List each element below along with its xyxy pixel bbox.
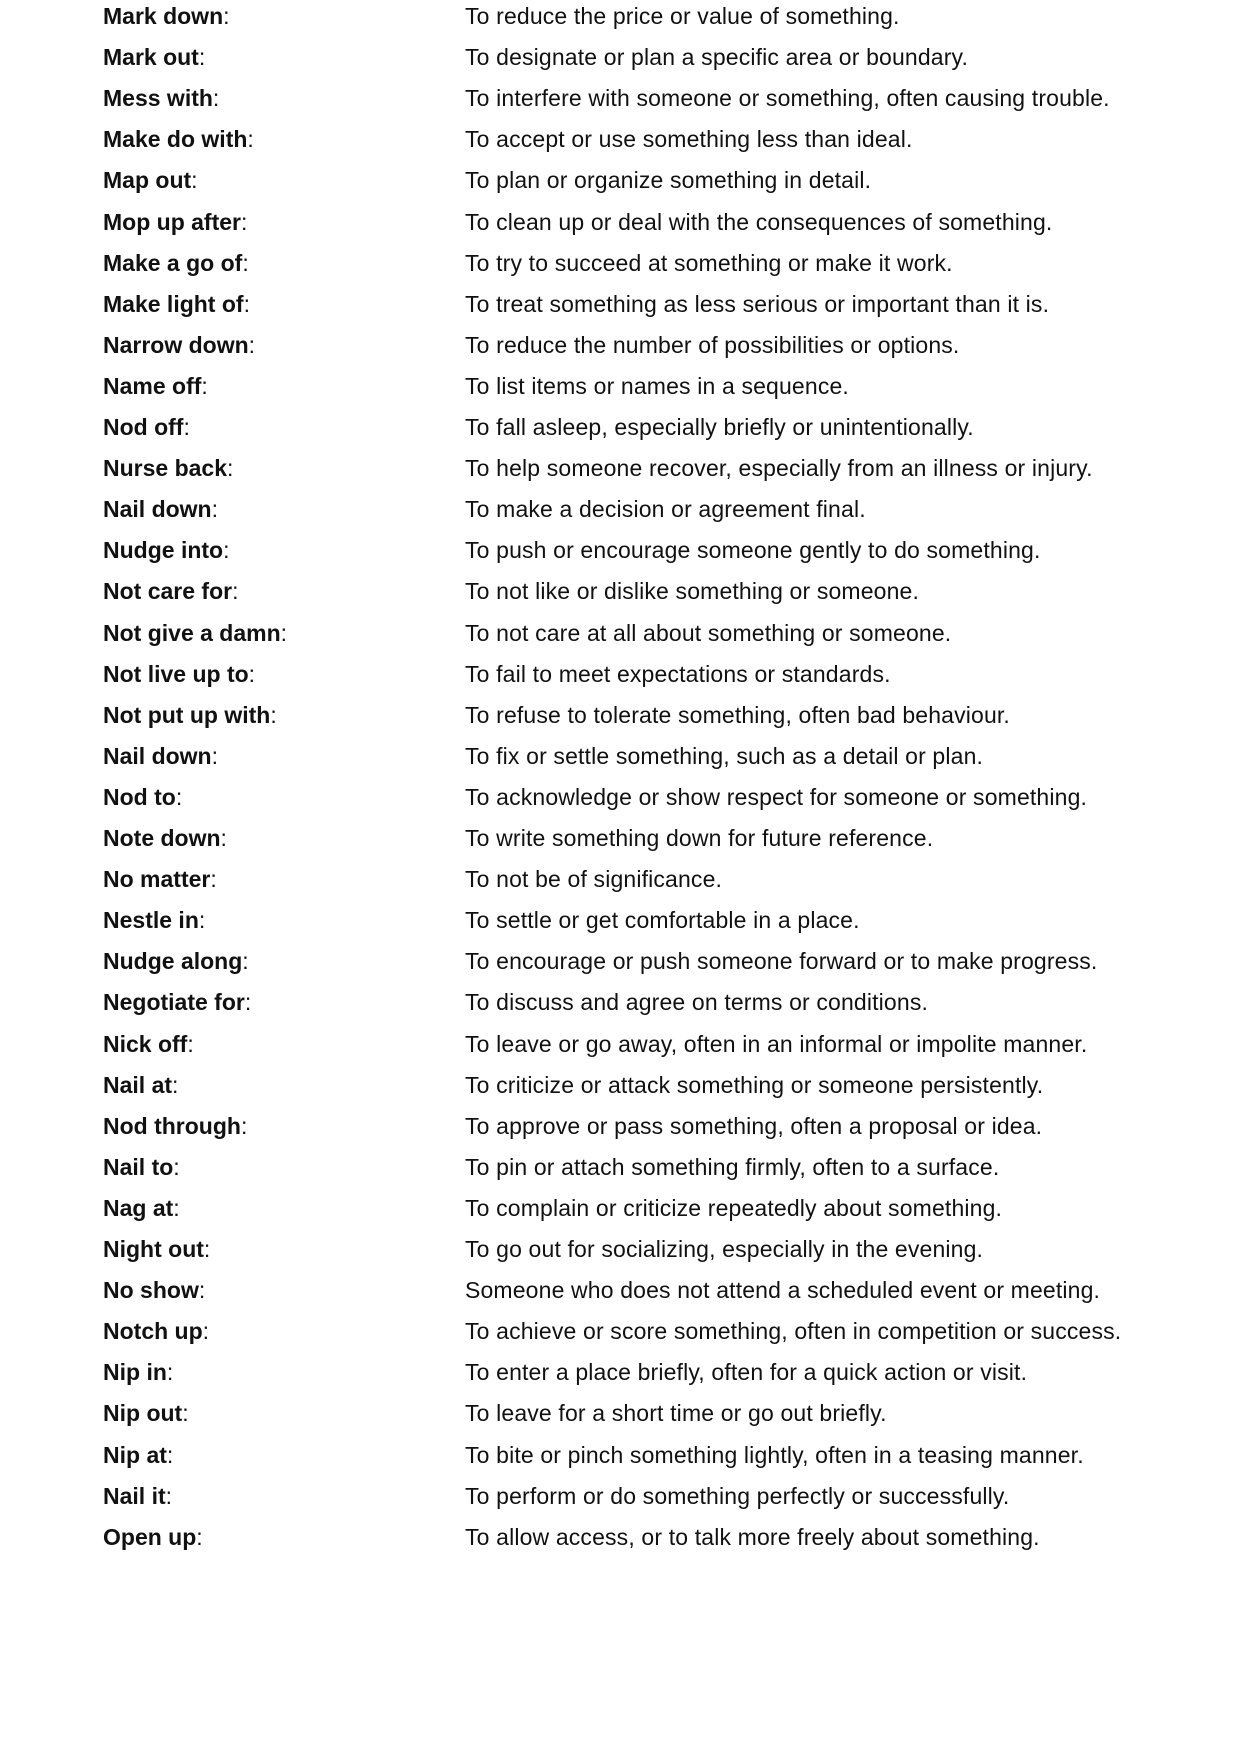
definition-text: To settle or get comfortable in a place. (465, 907, 860, 934)
list-item (0, 1028, 1241, 1069)
phrasal-verb-term (103, 288, 250, 320)
list-item (0, 1069, 1241, 1110)
definition-text: To not like or dislike something or someone. (465, 578, 920, 605)
definition-text: To achieve or score something, often in competition or success. (465, 1318, 1122, 1345)
phrasal-verb-term (103, 699, 277, 731)
term-text: Not care for (103, 578, 233, 605)
term-text: Nestle in (103, 907, 199, 934)
definition-text: To fall asleep, especially briefly or unintentionally. (465, 414, 974, 440)
term-colon: : (198, 44, 206, 71)
term-text: Map out (103, 167, 192, 194)
term-text: Nail it (103, 1482, 166, 1509)
term-text: Nip out (103, 1400, 183, 1427)
term-text: Not give a damn (103, 619, 281, 646)
phrasal-verb-term (103, 1028, 194, 1060)
list-item (0, 82, 1241, 123)
term-colon: : (270, 701, 277, 728)
phrasal-verb-term (103, 370, 208, 402)
term-text: Mop up after (103, 208, 241, 235)
list-item (0, 945, 1241, 986)
term-text: Nail down (103, 742, 212, 769)
term-colon: : (196, 1523, 203, 1550)
list-item (0, 206, 1241, 247)
term-text: Mess with (103, 85, 213, 112)
term-text: Nail at (103, 1071, 173, 1098)
list-item (0, 863, 1241, 904)
term-text: Name off (103, 372, 202, 399)
definition-text: To go out for socializing, especially in the evening. (465, 1236, 984, 1262)
term-text: Nail to (103, 1153, 174, 1180)
phrasal-verb-term (103, 986, 251, 1018)
definition-text: To push or encourage someone gently to do something. (465, 537, 1041, 564)
term-colon: : (211, 742, 219, 769)
list-item (0, 534, 1241, 575)
term-colon: : (183, 414, 190, 440)
list-item (0, 575, 1241, 616)
phrasal-verb-term (103, 493, 218, 525)
term-colon: : (212, 85, 220, 112)
phrasal-verb-term (103, 658, 255, 690)
definition-text: To complain or criticize repeatedly about something. (465, 1194, 1003, 1221)
definition-text: Someone who does not attend a scheduled event or meeting. (465, 1277, 1101, 1304)
list-item (0, 288, 1241, 329)
phrasal-verb-term (103, 945, 249, 977)
term-colon: : (210, 866, 217, 893)
list-item (0, 411, 1241, 452)
list-item (0, 822, 1241, 863)
term-colon: : (172, 1071, 179, 1098)
phrasal-verb-term (103, 82, 219, 114)
term-colon: : (227, 455, 234, 482)
term-text: Nip in (103, 1359, 167, 1386)
term-text: Make do with (103, 126, 248, 153)
term-colon: : (220, 825, 227, 851)
definition-text: To reduce the price or value of something. (465, 3, 900, 29)
phrasal-verb-term (103, 575, 238, 607)
list-item (0, 41, 1241, 82)
definition-text: To list items or names in a sequence. (465, 372, 849, 399)
list-item (0, 164, 1241, 205)
phrasal-verb-term (103, 863, 217, 895)
definition-text: To approve or pass something, often a proposal or idea. (465, 1112, 1043, 1139)
phrasal-verb-term (103, 534, 229, 566)
term-colon: : (198, 1277, 206, 1304)
term-colon: : (175, 783, 183, 810)
term-text: Make a go of (103, 249, 243, 276)
list-item (0, 617, 1241, 658)
definition-text: To allow access, or to talk more freely about something. (465, 1523, 1040, 1550)
term-colon: : (243, 290, 250, 317)
term-colon: : (244, 989, 252, 1016)
definition-text: To fail to meet expectations or standards. (465, 660, 891, 687)
term-colon: : (165, 1482, 173, 1509)
phrasal-verb-term (103, 1192, 180, 1224)
term-text: Not put up with (103, 701, 271, 728)
phrasal-verb-term (103, 1233, 210, 1265)
definition-text: To criticize or attack something or someone persistently. (465, 1071, 1044, 1098)
term-text: Nudge along (103, 948, 243, 975)
phrasal-verb-term (103, 329, 255, 361)
definition-text: To reduce the number of possibilities or options. (465, 331, 960, 358)
phrasal-verb-term (103, 41, 205, 73)
term-text: Nip at (103, 1441, 167, 1468)
term-text: No matter (103, 866, 211, 893)
definition-text: To designate or plan a specific area or boundary. (465, 44, 969, 71)
term-colon: : (187, 1030, 194, 1057)
list-item (0, 370, 1241, 411)
definition-text: To enter a place briefly, often for a quick action or visit. (465, 1359, 1028, 1386)
term-colon: : (248, 331, 256, 358)
term-colon: : (166, 1359, 174, 1386)
list-item (0, 1315, 1241, 1356)
list-item (0, 658, 1241, 699)
definition-text: To accept or use something less than ideal. (465, 126, 913, 153)
list-item (0, 329, 1241, 370)
definition-text: To bite or pinch something lightly, often in a teasing manner. (465, 1441, 1084, 1468)
term-colon: : (241, 208, 248, 235)
list-item (0, 904, 1241, 945)
phrasal-verb-term (103, 1480, 172, 1512)
term-text: Nail down (103, 496, 212, 523)
term-colon: : (166, 1441, 174, 1468)
term-colon: : (202, 1318, 210, 1345)
definition-text: To leave for a short time or go out briefly. (465, 1400, 887, 1427)
term-colon: : (201, 372, 208, 399)
term-text: Nudge into (103, 537, 224, 564)
list-item (0, 1521, 1241, 1562)
definition-text: To plan or organize something in detail. (465, 167, 872, 194)
list-item (0, 493, 1241, 534)
list-item (0, 1233, 1241, 1274)
definition-text: To not be of significance. (465, 866, 723, 893)
term-text: Negotiate for (103, 989, 245, 1016)
definition-text: To acknowledge or show respect for someone or something. (465, 783, 1088, 810)
definition-text: To fix or settle something, such as a detail or plan. (465, 742, 984, 769)
phrasal-verb-term (103, 1439, 173, 1471)
phrasal-verb-term (103, 1274, 205, 1306)
phrasal-verb-term (103, 904, 205, 936)
phrasal-verb-term (103, 1069, 178, 1101)
list-item (0, 247, 1241, 288)
definition-text: To write something down for future reference. (465, 825, 934, 851)
phrasal-verb-term (103, 1151, 180, 1183)
phrasal-verb-term (103, 123, 254, 155)
term-text: No show (103, 1277, 199, 1304)
phrasal-verb-term (103, 1110, 247, 1142)
term-text: Open up (103, 1523, 197, 1550)
phrasal-verb-term (103, 1356, 173, 1388)
term-colon: : (242, 948, 249, 975)
phrasal-verb-term (103, 247, 249, 279)
list-item (0, 123, 1241, 164)
term-colon: : (173, 1194, 180, 1221)
list-item (0, 1151, 1241, 1192)
phrasal-verb-term (103, 822, 227, 854)
list-item (0, 1274, 1241, 1315)
list-item (0, 986, 1241, 1027)
list-item (0, 1480, 1241, 1521)
term-colon: : (280, 619, 288, 646)
list-item (0, 452, 1241, 493)
list-item (0, 740, 1241, 781)
term-colon: : (240, 1112, 248, 1139)
term-text: Mark out (103, 44, 199, 71)
definition-text: To treat something as less serious or important than it is. (465, 290, 1050, 317)
term-colon: : (232, 578, 239, 605)
list-item (0, 1397, 1241, 1438)
term-text: Mark down (103, 3, 224, 29)
phrasal-verb-term (103, 452, 233, 484)
phrasal-verb-term (103, 0, 230, 32)
definition-text: To leave or go away, often in an informal or impolite manner. (465, 1030, 1088, 1057)
term-colon: : (247, 126, 254, 153)
phrasal-verb-term (103, 740, 218, 772)
term-text: Make light of (103, 290, 244, 317)
phrasal-verb-term (103, 164, 198, 196)
term-colon: : (203, 1236, 211, 1262)
term-text: Nod to (103, 783, 176, 810)
term-text: Night out (103, 1236, 204, 1262)
term-colon: : (223, 3, 230, 29)
term-text: Narrow down (103, 331, 249, 358)
term-colon: : (182, 1400, 189, 1427)
definition-text: To make a decision or agreement final. (465, 496, 866, 523)
list-item (0, 699, 1241, 740)
definition-text: To pin or attach something firmly, often to a surface. (465, 1153, 1000, 1180)
term-colon: : (191, 167, 198, 194)
definition-text: To encourage or push someone forward or to make progress. (465, 948, 1098, 975)
definition-text: To refuse to tolerate something, often bad behaviour. (465, 701, 1010, 728)
definition-text: To help someone recover, especially from an illness or injury. (465, 455, 1093, 482)
phrasal-verb-term (103, 1521, 203, 1553)
list-item (0, 0, 1241, 41)
definition-text: To perform or do something perfectly or successfully. (465, 1482, 1010, 1509)
term-colon: : (198, 907, 206, 934)
term-text: Not live up to (103, 660, 249, 687)
term-text: Nurse back (103, 455, 228, 482)
term-text: Nick off (103, 1030, 188, 1057)
term-text: Nod off (103, 414, 184, 440)
phrasal-verb-term (103, 411, 190, 443)
definition-text: To try to succeed at something or make it work. (465, 249, 953, 276)
phrasal-verb-term (103, 617, 287, 649)
term-colon: : (223, 537, 230, 564)
list-item (0, 1110, 1241, 1151)
definition-text: To discuss and agree on terms or conditions. (465, 989, 929, 1016)
list-item (0, 1356, 1241, 1397)
term-colon: : (242, 249, 249, 276)
term-text: Nod through (103, 1112, 241, 1139)
phrasal-verb-term (103, 1315, 209, 1347)
term-text: Notch up (103, 1318, 203, 1345)
term-text: Note down (103, 825, 221, 851)
definition-text: To not care at all about something or someone. (465, 619, 952, 646)
term-colon: : (248, 660, 256, 687)
list-item (0, 1439, 1241, 1480)
definition-text: To interfere with someone or something, often causing trouble. (465, 85, 1110, 112)
term-colon: : (211, 496, 219, 523)
list-item (0, 781, 1241, 822)
term-colon: : (173, 1153, 180, 1180)
list-item (0, 1192, 1241, 1233)
term-text: Nag at (103, 1194, 174, 1221)
phrasal-verb-term (103, 206, 247, 238)
phrasal-verb-term (103, 781, 182, 813)
phrasal-verb-term (103, 1397, 189, 1429)
definition-text: To clean up or deal with the consequences of something. (465, 208, 1053, 235)
